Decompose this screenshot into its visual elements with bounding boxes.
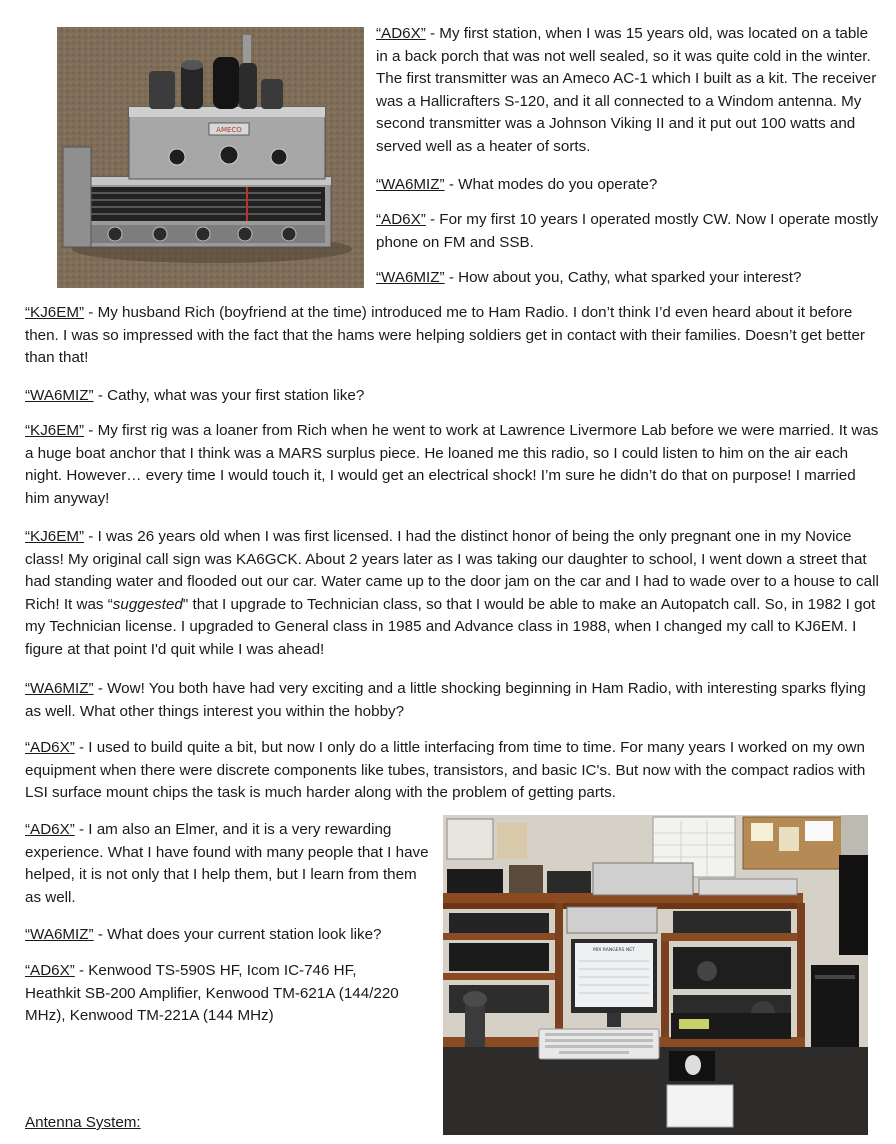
interview-paragraph bbox=[376, 23, 881, 159]
speaker-label: “WA6MIZ” bbox=[376, 176, 445, 193]
speaker-label: “WA6MIZ” bbox=[25, 387, 94, 404]
speaker-label: “WA6MIZ” bbox=[25, 680, 94, 697]
speaker-label: “KJ6EM” bbox=[25, 528, 85, 545]
paragraph-text: - I am also an Elmer, and it is a very rewarding experience. What I have found with many people that I have helped, it is not only that I help them, but I learn from them as well. bbox=[25, 821, 429, 906]
antenna-system-heading: Antenna System: bbox=[25, 1114, 141, 1131]
interview-paragraph bbox=[376, 174, 881, 197]
speaker-label: “AD6X” bbox=[25, 821, 75, 838]
speaker-label: “WA6MIZ” bbox=[376, 269, 445, 286]
current-station-illustration bbox=[443, 815, 868, 1135]
paragraph-text: - Kenwood TS-590S HF, Icom IC-746 HF, Heathkit SB-200 Amplifier, Kenwood TM-621A (144/220 MHz), Kenwood TM-221A (144 MHz) bbox=[25, 962, 399, 1025]
interview-paragraph bbox=[376, 267, 881, 290]
paragraph-text: - My first station, when I was 15 years old, was located on a table in a back porch that was not well sealed, so it was quite cold in the winter. The first transmitter was an Ameco AC-1 which I built as a kit. The receiver was a Hallicrafters S-120, and it all connected to a Windom antenna. My second transmitter was a Johnson Viking II and it put out 100 watts and served well as a heater of sorts. bbox=[376, 25, 877, 155]
paragraph-text: - What does your current station look like? bbox=[93, 926, 382, 943]
interview-paragraph bbox=[25, 526, 883, 662]
interview-paragraph bbox=[25, 678, 883, 723]
interview-paragraph bbox=[376, 209, 881, 254]
speaker-label: “AD6X” bbox=[25, 962, 75, 979]
paragraph-text: - My husband Rich (boyfriend at the time) introduced me to Ham Radio. I don’t think I’d even heard about it before then. I was so impressed with the fact that the hams were helping soldiers get in contact with their families. Doesn’t get better than that! bbox=[25, 304, 865, 367]
speaker-label: “WA6MIZ” bbox=[25, 926, 94, 943]
speaker-label: “AD6X” bbox=[376, 211, 426, 228]
paragraph-text: - For my first 10 years I operated mostly CW. Now I operate mostly phone on FM and SSB. bbox=[376, 211, 879, 251]
speaker-label: “AD6X” bbox=[376, 25, 426, 42]
paragraph-text: - Wow! You both have had very exciting and a little shocking beginning in Ham Radio, with interesting sparks flying as well. What other things interest you within the hobby? bbox=[25, 680, 866, 720]
vintage-radio-illustration bbox=[57, 27, 364, 288]
paragraph-text: - Cathy, what was your first station like? bbox=[93, 387, 365, 404]
ameco-logo: AMECO bbox=[216, 126, 242, 134]
speaker-label: “KJ6EM” bbox=[25, 422, 85, 439]
interview-paragraph bbox=[25, 960, 405, 1028]
paragraph-text: - How about you, Cathy, what sparked your interest? bbox=[444, 269, 802, 286]
vintage-radio-photo bbox=[57, 27, 364, 288]
interview-paragraph bbox=[25, 737, 883, 805]
paragraph-text: - I used to build quite a bit, but now I only do a little interfacing from time to time. For many years I worked on my own equipment when there were discrete components like tubes, transistors, and basic IC's. But now with the compact radios with LSI surface mount chips the task is much harder along with the problem of getting parts. bbox=[25, 739, 866, 802]
paragraph-text: " that I upgrade to Technician class, so that I would be able to make an Autopatch call. So, in 1982 I got my Technician license. I upgraded to General class in 1985 and Advance class in 1988, when I changed my call to KJ6EM. I figure at that point I'd quit while I was ahead! bbox=[25, 595, 876, 658]
emphasized-word: suggested bbox=[112, 595, 183, 613]
interview-paragraph bbox=[25, 302, 883, 370]
paragraph-text: - My first rig was a loaner from Rich when he went to work at Lawrence Livermore Lab before we were married. It was a huge boat anchor that I think was a MARS surplus piece. He loaned me this radio, so I could listen to him on the air each night. However… every time I would touch it, I would get an electrical shock! I’m sure he didn’t do that on purpose! I married him anyway! bbox=[25, 422, 879, 507]
speaker-label: “KJ6EM” bbox=[25, 304, 85, 321]
interview-paragraph bbox=[25, 924, 433, 947]
speaker-label: “AD6X” bbox=[25, 739, 75, 756]
interview-paragraph bbox=[25, 385, 883, 408]
monitor-screen-text: MIX RANGERS NET bbox=[593, 948, 635, 953]
interview-paragraph bbox=[25, 420, 883, 510]
interview-paragraph bbox=[25, 819, 433, 909]
current-station-photo bbox=[443, 815, 868, 1135]
paragraph-text: - I was 26 years old when I was first licensed. I had the distinct honor of being the only pregnant one in my Novice class! My original call sign was KA6GCK. About 2 years later as I was taking our daughter to school, I went down a street that had standing water and flooded out our car. Water came up to the door jam on the car and I had to wade over to a house to call Rich! It was “ bbox=[25, 528, 879, 613]
paragraph-text: - What modes do you operate? bbox=[444, 176, 658, 193]
